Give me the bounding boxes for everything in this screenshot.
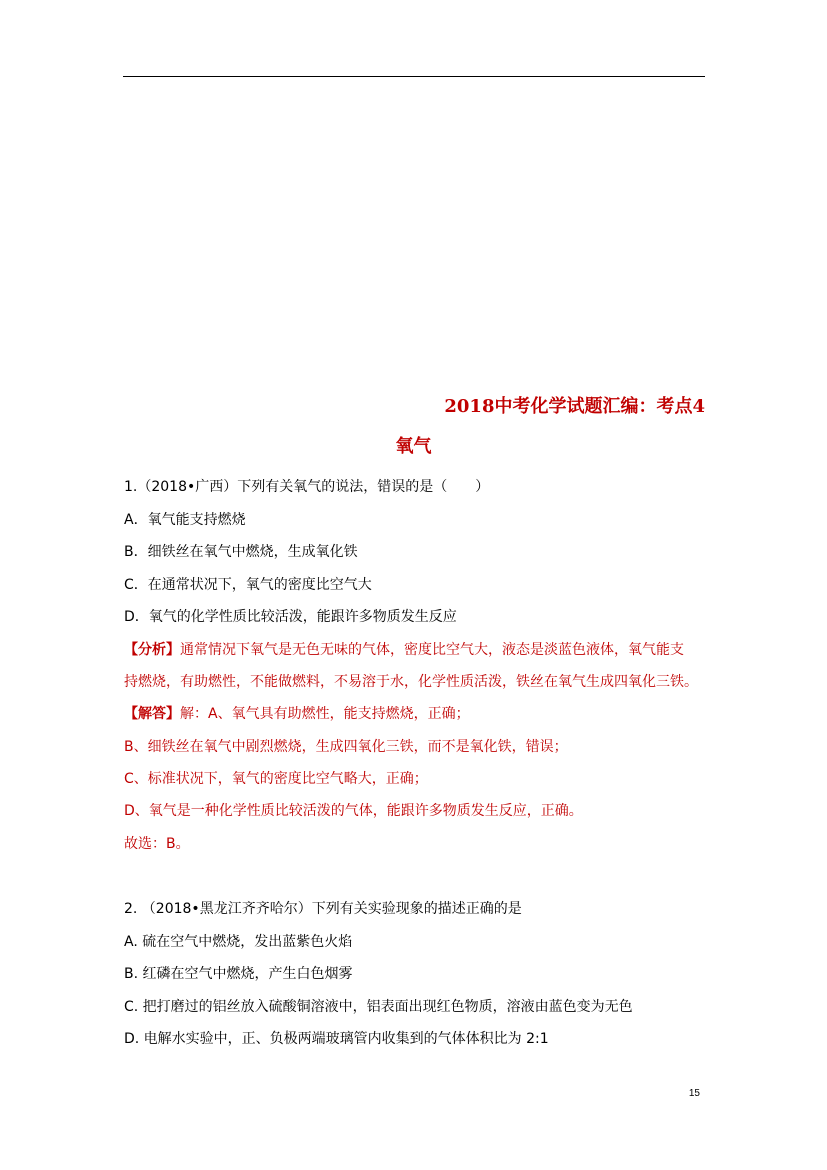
answer-line-1 (124, 703, 470, 723)
answer-tag: 【解答】 (124, 706, 180, 722)
question-1-option-a: A．氧气能支持燃烧 (124, 512, 246, 528)
question-2-option-a: A. 硫在空气中燃烧，发出蓝紫色火焰 (124, 934, 353, 950)
answer-line-2: B、细铁丝在氧气中剧烈燃烧，生成四氧化三铁，而不是氧化铁，错误； (124, 739, 568, 755)
header-rule (123, 76, 705, 77)
answer-line-3: C、标准状况下，氧气的密度比空气略大，正确； (124, 771, 428, 787)
answer-choice: 故选：B。 (124, 836, 190, 852)
question-1-option-d: D．氧气的化学性质比较活泼，能跟许多物质发生反应 (124, 609, 457, 625)
document-subtitle: 氧气 (395, 436, 432, 457)
page-number: 15 (688, 1088, 700, 1099)
question-2-stem: 2. （2018•黑龙江齐齐哈尔）下列有关实验现象的描述正确的是 (124, 901, 522, 917)
analysis-line-1 (124, 639, 684, 659)
question-1-option-c: C．在通常状况下，氧气的密度比空气大 (124, 577, 372, 593)
analysis-line-2: 持燃烧，有助燃性，不能做燃料，不易溶于水，化学性质活泼，铁丝在氧气生成四氧化三铁。 (124, 674, 698, 690)
question-2-option-d: D. 电解水实验中，正、负极两端玻璃管内收集到的气体体积比为 2:1 (124, 1031, 549, 1047)
answer-line-4: D、氧气是一种化学性质比较活泼的气体，能跟许多物质发生反应，正确。 (124, 803, 583, 819)
answer-text-1: 解：A、氧气具有助燃性，能支持燃烧，正确； (180, 706, 470, 722)
question-1-option-b: B．细铁丝在氧气中燃烧，生成氧化铁 (124, 544, 358, 560)
question-2-option-c: C. 把打磨过的铝丝放入硫酸铜溶液中，铝表面出现红色物质，溶液由蓝色变为无色 (124, 999, 633, 1015)
question-2-option-b: B. 红磷在空气中燃烧，产生白色烟雾 (124, 966, 353, 982)
analysis-text-1: 通常情况下氧气是无色无味的气体，密度比空气大，液态是淡蓝色液体，氧气能支 (180, 642, 684, 658)
analysis-tag: 【分析】 (124, 642, 180, 658)
question-1-stem: 1.（2018•广西）下列有关氧气的说法，错误的是（ ） (124, 479, 490, 495)
document-title: 2018中考化学试题汇编：考点4 (444, 396, 705, 417)
